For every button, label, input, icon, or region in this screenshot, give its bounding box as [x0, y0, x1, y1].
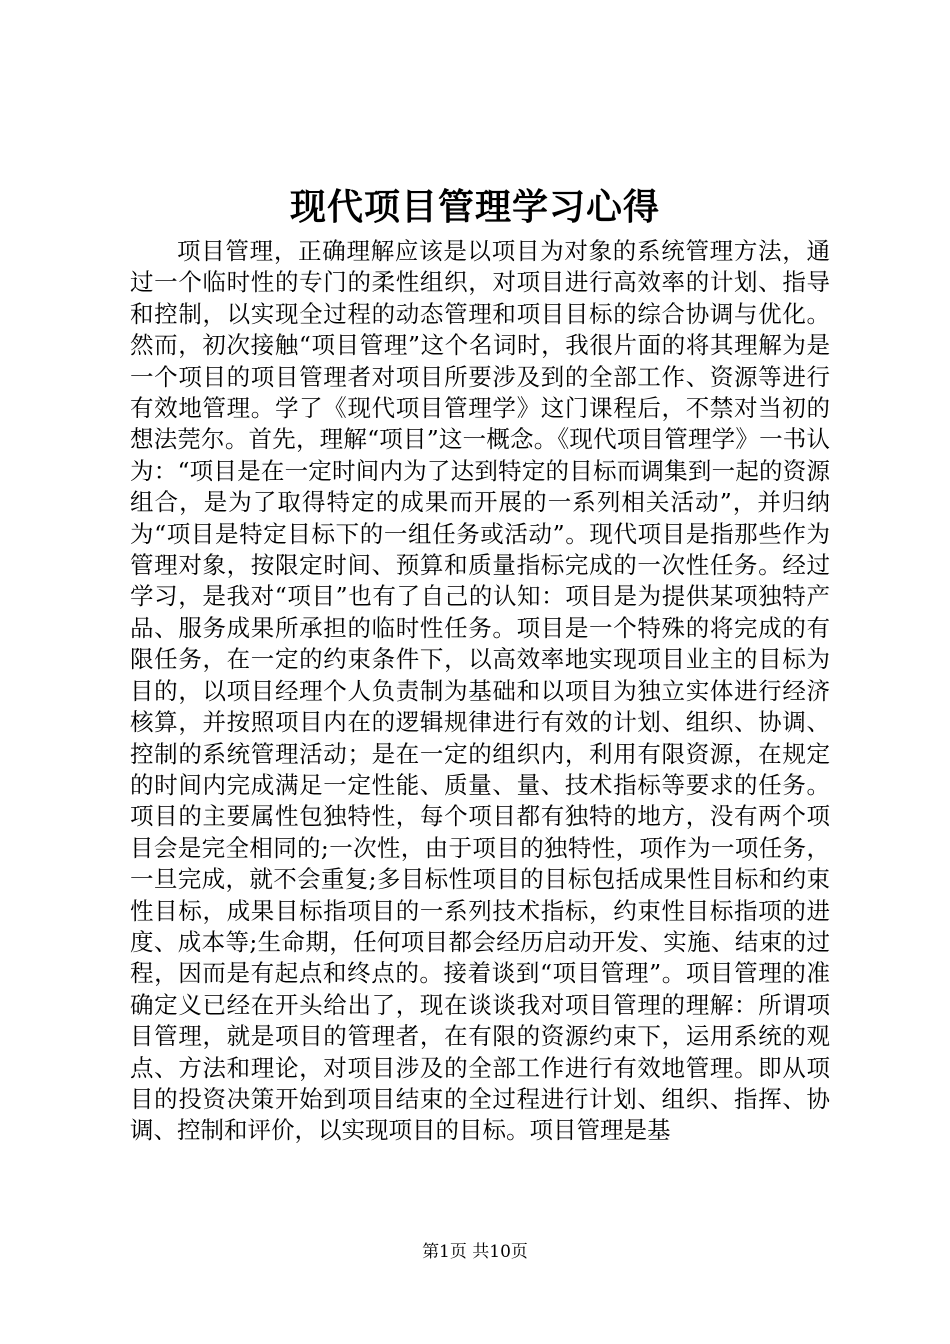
document-title: 现代项目管理学习心得 — [289, 187, 660, 228]
body-paragraph: 项目管理，正确理解应该是以项目为对象的系统管理方法，通过一个临时性的专门的柔性组织，对项目进行高效率的计划、指导和控制，以实现全过程的动态管理和项目目标的综合协调与优化。然而，初次接触“项目管理”这个名词时，我很片面的将其理解为是一个项目的项目管理者对项目所要涉及到的全部工作、资源等进行有效地管理。学了《现代项目管理学》这门课程后，不禁对当初的想法莞尔。首先，理解“项目”这一概念。《现代项目管理学》一书认为：“项目是在一定时间内为了达到特定的目标而调集到一起的资源组合，是为了取得特定的成果而开展的一系列相关活动”，并归纳为“项目是特定目标下的一组任务或活动”。现代项目是指那些作为管理对象，按限定时间、预算和质量指标完成的一次性任务。经过学习，是我对“项目”也有了自己的认知：项目是为提供某项独特产品、服务成果所承担的临时性任务。项目是一个特殊的将完成的有限任务，在一定的约束条件下，以高效率地实现项目业主的目标为目的，以项目经理个人负责制为基础和以项目为独立实体进行经济核算，并按照项目内在的逻辑规律进行有效的计划、组织、协调、控制的系统管理活动；是在一定的组织内，利用有限资源，在规定的时间内完成满足一定性能、质量、量、技术指标等要求的任务。项目的主要属性包独特性，每个项目都有独特的地方，没有两个项目会是完全相同的;一次性，由于项目的独特性，项作为一项任务，一旦完成，就不会重复;多目标性项目的目标包括成果性目标和约束性目标，成果目标指项目的一系列技术指标，约束性目标指项的进度、成本等;生命期，任何项目都会经历启动开发、实施、结束的过程，因而是有起点和终点的。接着谈到“项目管理”。项目管理的准确定义已经在开头给出了，现在谈谈我对项目管理的理解：所谓项目管理，就是项目的管理者，在有限的资源约束下，运用系统的观点、方法和理论，对项目涉及的全部工作进行有效地管理。即从项目的投资决策开始到项目结束的全过程进行计划、组织、指挥、协调、控制和评价，以实现项目的目标。项目管理是基 — [130, 237, 830, 1145]
page-footer: 第1页 共10页 — [422, 1242, 528, 1262]
